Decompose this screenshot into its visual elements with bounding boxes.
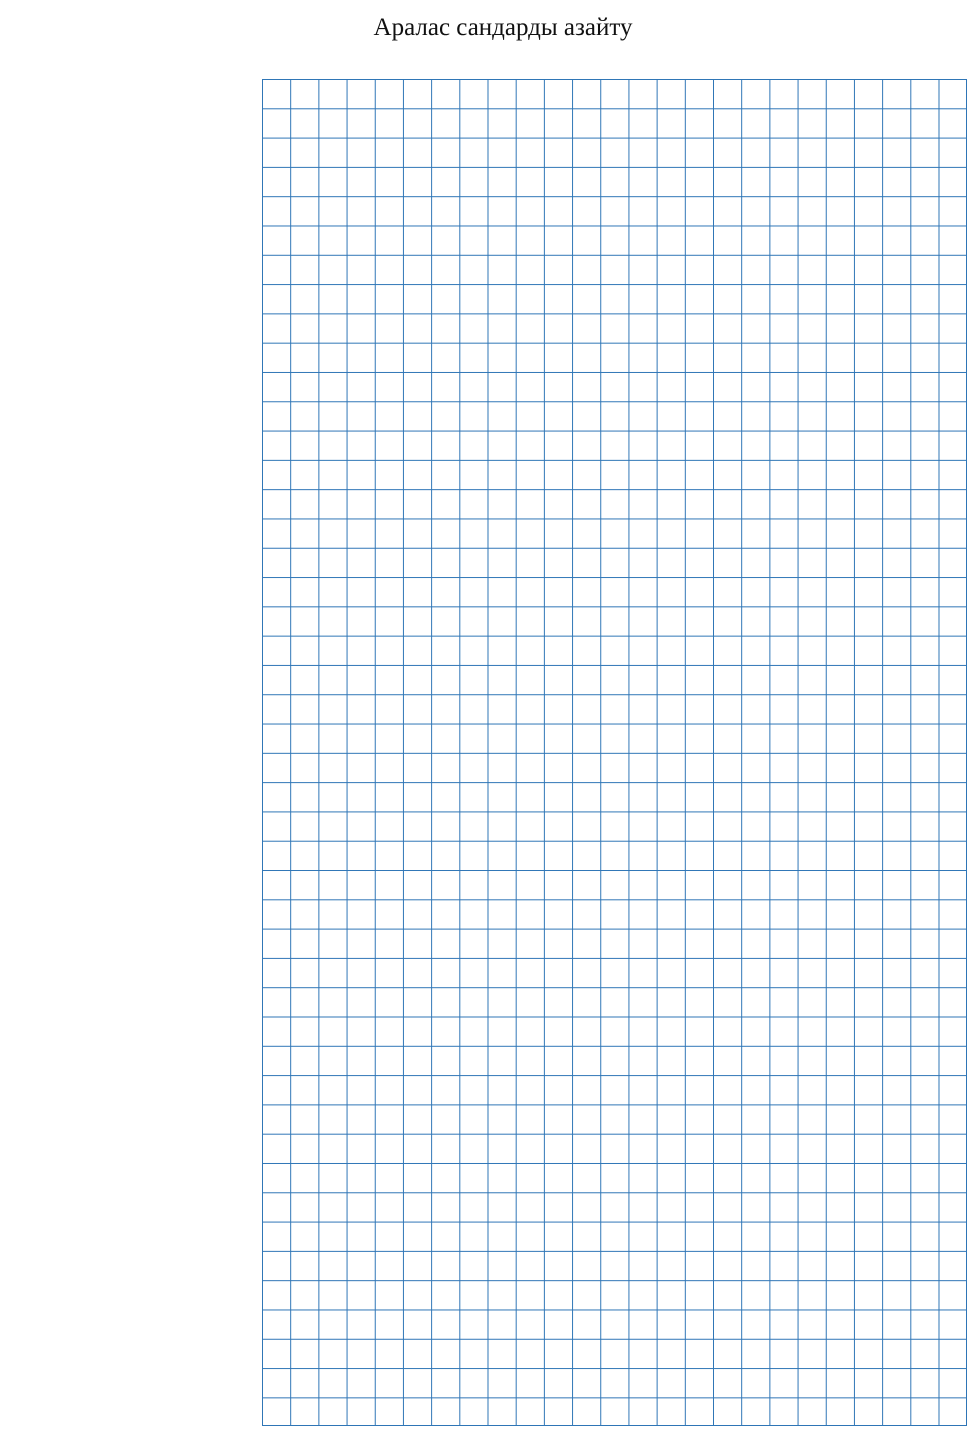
- page-title: Аралас сандарды азайту: [373, 14, 633, 41]
- answer-grid: [262, 79, 967, 1426]
